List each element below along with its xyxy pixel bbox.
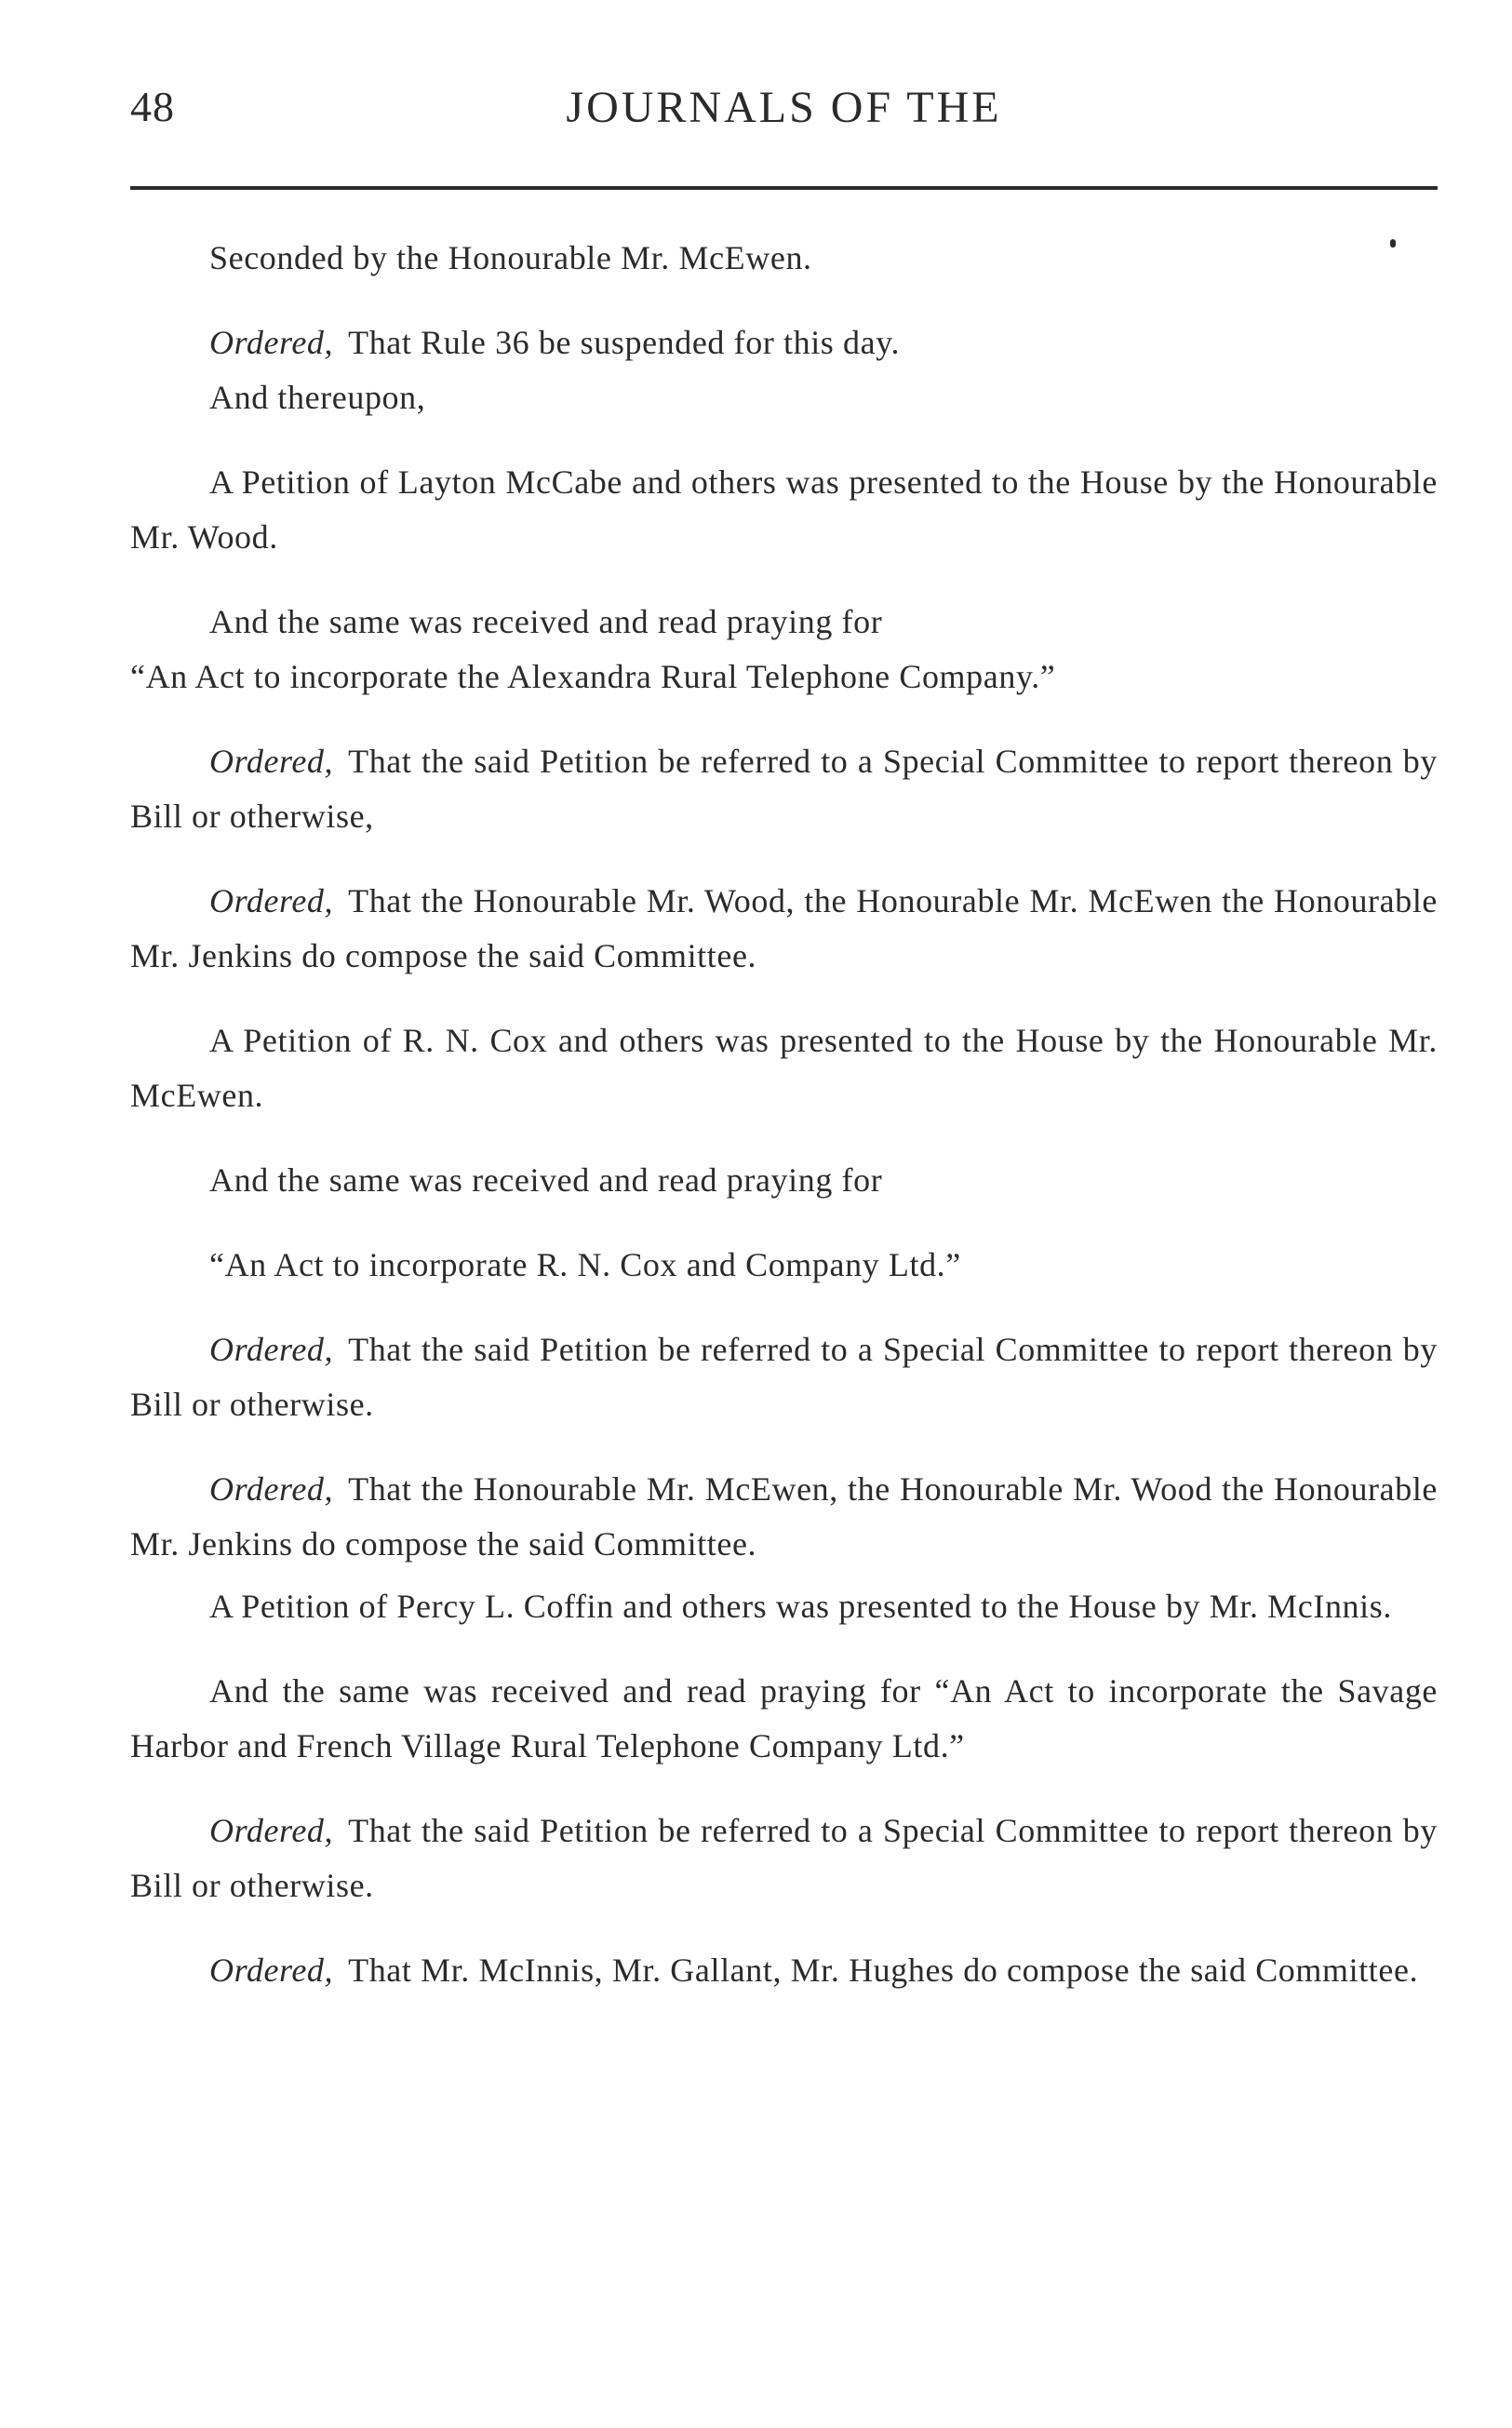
paragraph-petition-cox — [130, 1013, 1438, 1123]
paragraph-text: That the Honourable Mr. Wood, the Honourable Mr. McEwen the Honourable Mr. Jenkins do compose the said Committee. — [130, 882, 1438, 974]
ordered-label: Ordered, — [209, 1952, 334, 1989]
paragraph-petition-mccabe — [130, 455, 1438, 565]
paragraph-act-title-cox — [130, 1238, 1438, 1293]
paragraph-received-praying — [130, 1153, 1438, 1208]
paragraph-text: That the said Petition be referred to a Special Committee to report thereon by Bill or otherwise. — [130, 1331, 1438, 1423]
paragraph-text: “An Act to incorporate the Alexandra Rural Telephone Company.” — [130, 658, 1056, 695]
paragraph-ordered-compose — [130, 1943, 1438, 1998]
ordered-label: Ordered, — [209, 882, 334, 919]
ordered-label: Ordered, — [209, 1470, 334, 1508]
paragraph-act-title-alexandra — [130, 650, 1438, 704]
ordered-label: Ordered, — [209, 324, 334, 361]
paragraph-text: A Petition of R. N. Cox and others was presented to the House by the Honourable Mr. McEwen. — [130, 1022, 1438, 1114]
ordered-label: Ordered, — [209, 743, 334, 780]
journal-body — [130, 231, 1438, 1998]
paragraph-text: That the said Petition be referred to a Special Committee to report thereon by Bill or otherwise. — [130, 1812, 1438, 1904]
paragraph-petition-coffin — [130, 1579, 1438, 1634]
paragraph-received-praying-savage-harbor — [130, 1664, 1438, 1774]
paragraph-text: A Petition of Layton McCabe and others was presented to the House by the Honourable Mr. Wood. — [130, 463, 1438, 556]
paragraph-received-praying — [130, 595, 1438, 650]
paragraph-text: “An Act to incorporate R. N. Cox and Company Ltd.” — [209, 1246, 961, 1283]
paragraph-text: That the Honourable Mr. McEwen, the Honourable Mr. Wood the Honourable Mr. Jenkins do compose the said Committee. — [130, 1470, 1438, 1563]
paragraph-text: A Petition of Percy L. Coffin and others was presented to the House by Mr. McInnis. — [209, 1588, 1392, 1625]
running-head: JOURNALS OF THE — [566, 83, 1002, 132]
ordered-label: Ordered, — [209, 1812, 334, 1849]
paragraph-ordered-referred — [130, 1322, 1438, 1432]
paragraph-ordered-referred — [130, 734, 1438, 844]
paragraph-text: That Rule 36 be suspended for this day. — [348, 324, 901, 361]
paragraph-text: And the same was received and read praying for — [209, 603, 883, 640]
paragraph-thereupon — [130, 370, 1438, 425]
paragraph-text: That Mr. McInnis, Mr. Gallant, Mr. Hughes do compose the said Committee. — [348, 1952, 1419, 1989]
paragraph-text: That the said Petition be referred to a Special Committee to report thereon by Bill or otherwise, — [130, 743, 1438, 835]
paragraph-text: Seconded by the Honourable Mr. McEwen. — [209, 239, 812, 276]
ordered-label: Ordered, — [209, 1331, 334, 1368]
paragraph-ordered-compose — [130, 1462, 1438, 1572]
header-rule — [130, 186, 1438, 190]
page-number: 48 — [130, 83, 175, 130]
page-header — [130, 82, 1438, 147]
paragraph-text: And thereupon, — [209, 379, 426, 416]
paragraph-text: And the same was received and read praying for “An Act to incorporate the Savage Harbor and French Village Rural Telephone Company Ltd.” — [130, 1672, 1438, 1764]
paragraph-text: And the same was received and read praying for — [209, 1161, 883, 1199]
paragraph-ordered-rule-suspended — [130, 315, 1438, 370]
paragraph-ordered-compose — [130, 874, 1438, 984]
paragraph-ordered-referred — [130, 1804, 1438, 1913]
paragraph-seconded — [130, 231, 1438, 286]
